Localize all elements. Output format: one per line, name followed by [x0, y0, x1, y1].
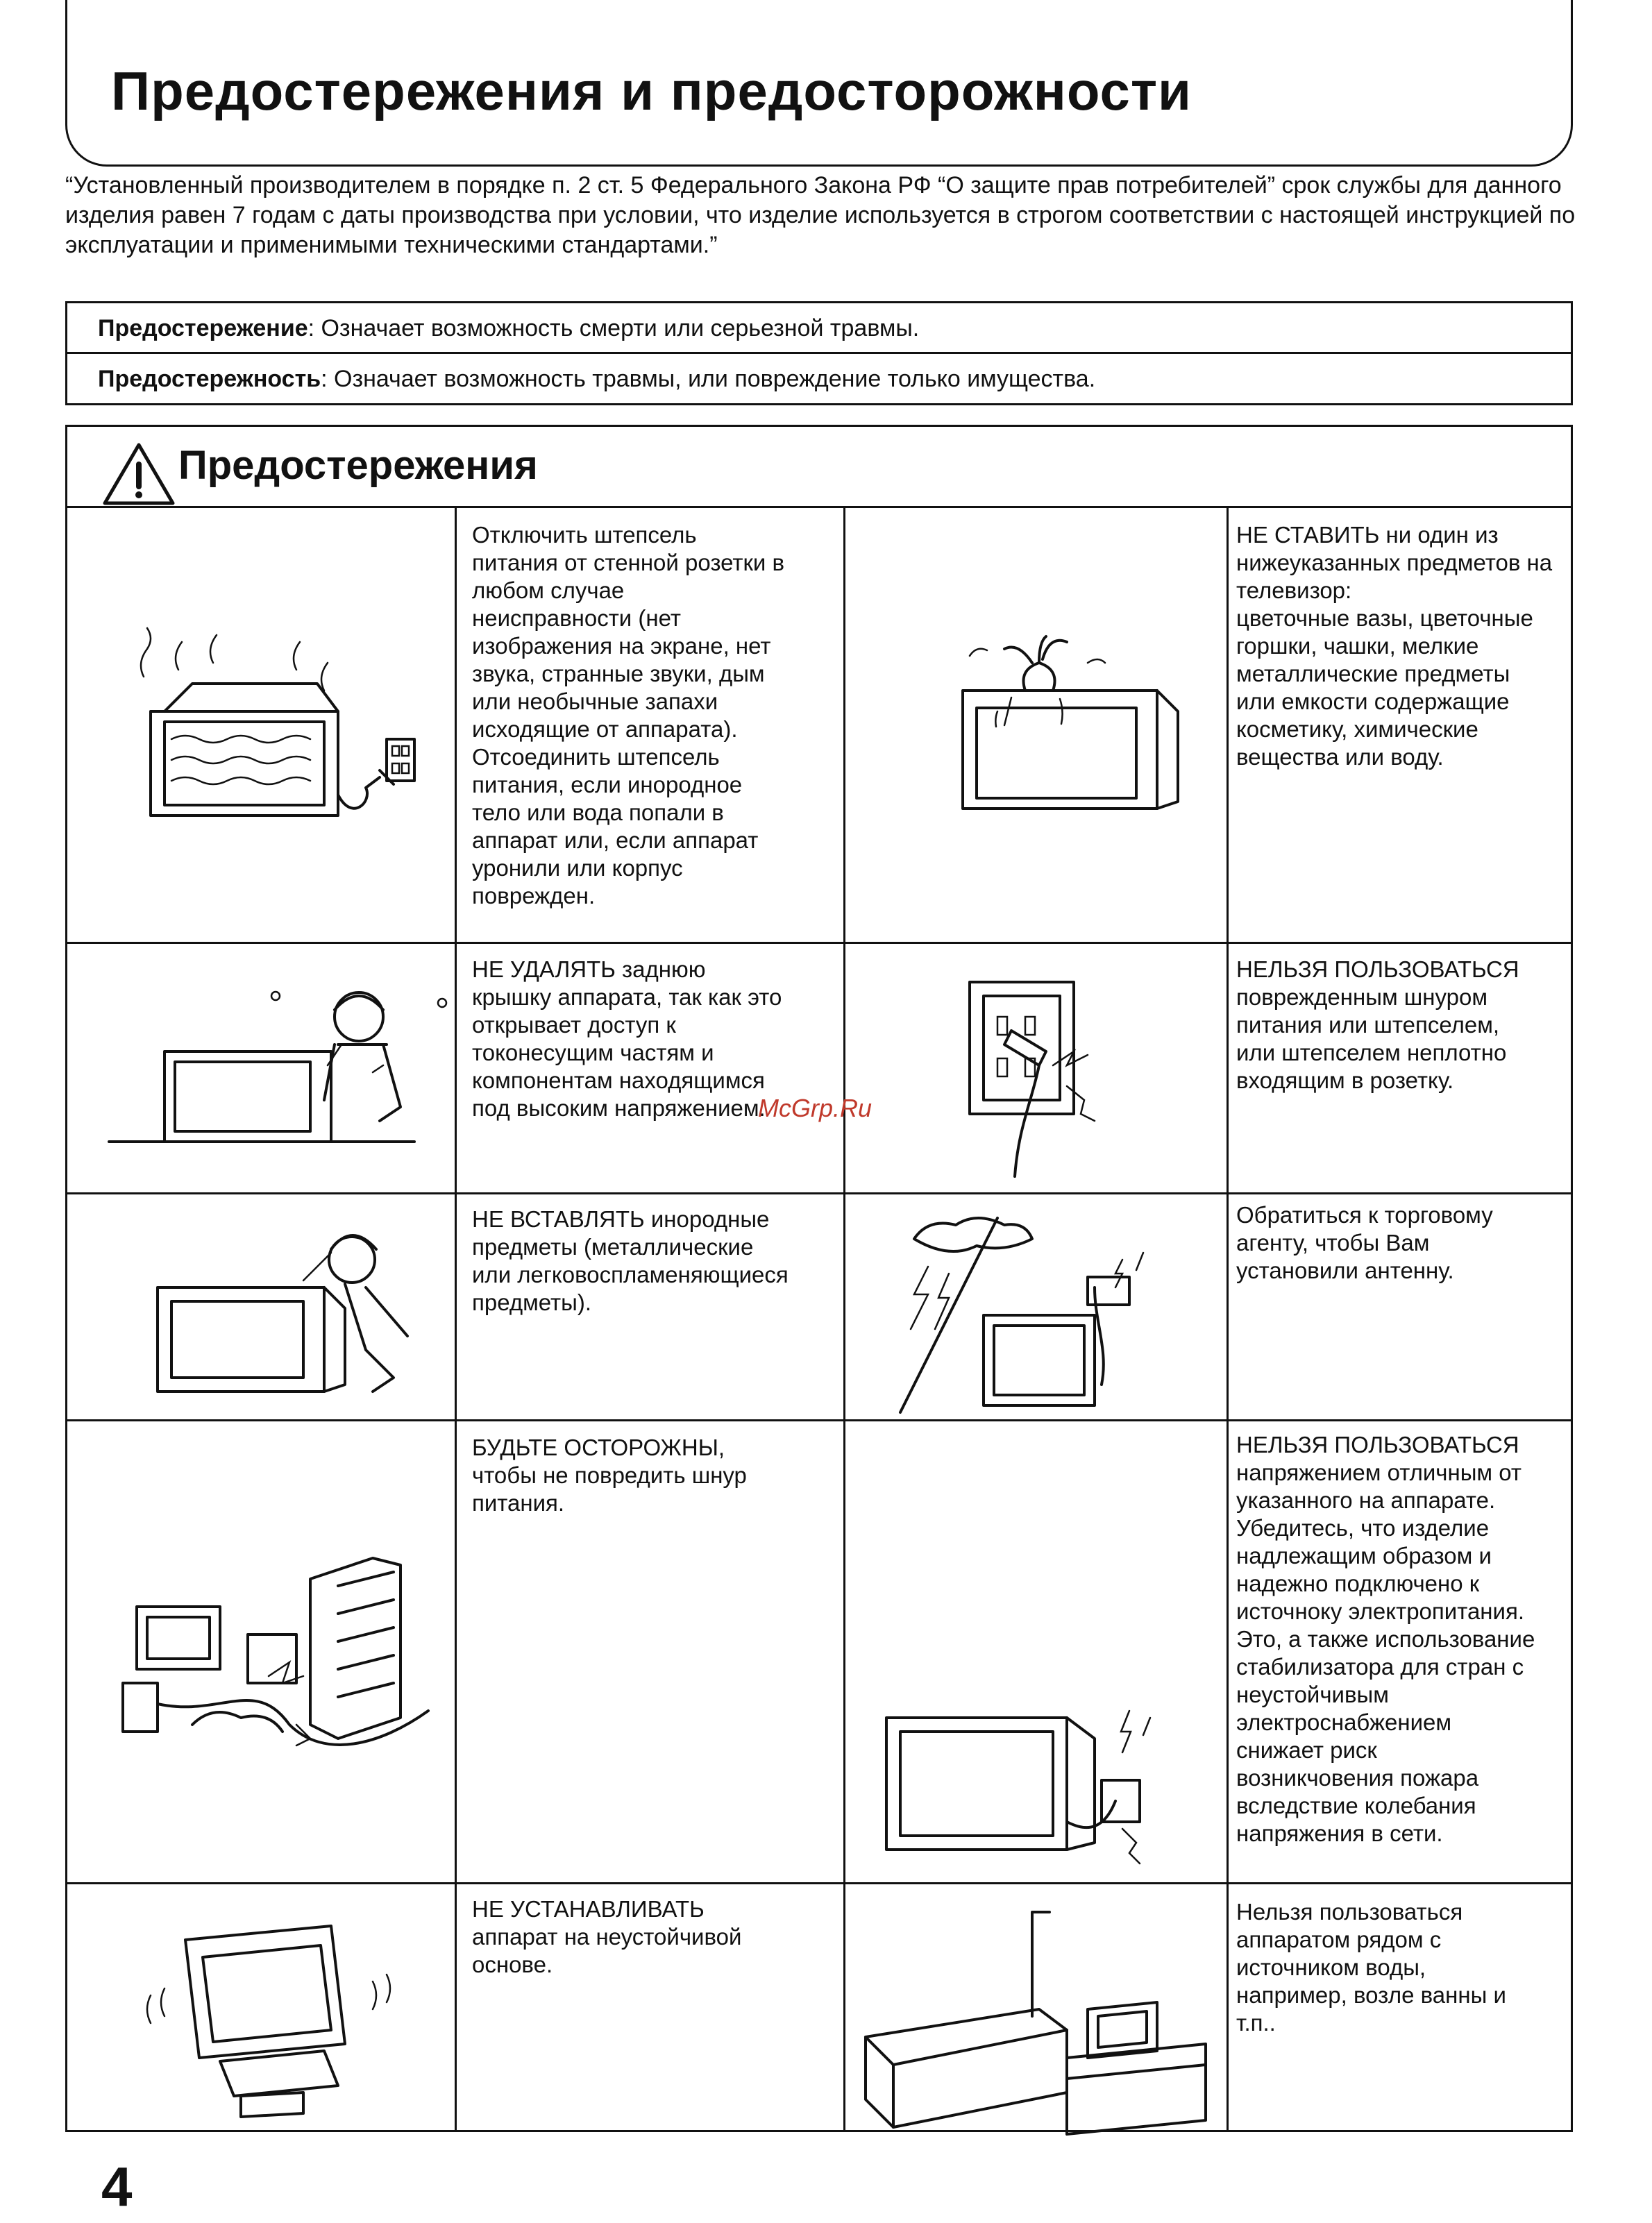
warning-text-foreign-objects: НЕ ВСТАВЛЯТЬ инородные предметы (металлические или легковоспламеняющиеся предметы).: [472, 1206, 789, 1315]
warning-text-protect-cord: БУДЬТЕ ОСТОРОЖНЫ, чтобы не повредить шнур питания.: [472, 1435, 747, 1516]
column-divider: [455, 508, 457, 2132]
row-divider: [67, 1419, 1571, 1421]
smoking-tv-illustration: [130, 628, 421, 836]
warning-text-voltage: НЕЛЬЗЯ ПОЛЬЗОВАТЬСЯ напряжением отличным от указанного на аппарате. Убедитесь, что изделие надлежащим образом и надежно подключено к источноку электропитания. Это, а также использование стабилизатора для стран с неустойчивым электроснабжением снижает риск возникчовения пожара вследствие колебания напряжения в сети.: [1236, 1432, 1535, 1846]
bathtub-near-tv-illustration: [859, 1898, 1220, 2134]
warning-text-unplug: Отключить штепсель питания от стенной розетки в любом случае неисправности (нет изображения на экране, нет звука, странные звуки, дым или необычные запахи исходящие от аппарата). Отсоединить штепсель питания, если инородное тело или вода попали в аппарат или, если аппарат уронили или корпус поврежден.: [472, 522, 785, 908]
tv-with-vase-illustration: [949, 635, 1213, 822]
warning-text-unstable-base: НЕ УСТАНАВЛИВАТЬ аппарат на неустойчивой основе.: [472, 1896, 742, 1977]
definition-term: Предостережение: [98, 315, 308, 341]
intro-paragraph: “Установленный производителем в порядке п. 2 ст. 5 Федерального Закона РФ “О защите прав потребителей” срок службы для данного изделия равен 7 годам с даты производства при условии, что изделие используется в строгом соответствии с настоящей инструкцией по эксплуатации и применимыми техническими стандартами.”: [65, 172, 1576, 258]
warning-triangle-icon: [101, 441, 177, 507]
definitions-box: [65, 301, 1573, 405]
page-title: Предостережения и предосторожности: [111, 60, 1192, 121]
lightning-antenna-illustration: [886, 1211, 1192, 1419]
warning-text-damaged-cord: НЕЛЬЗЯ ПОЛЬЗОВАТЬСЯ поврежденным шнуром питания или штепселем, или штепселем неплотно входящим в розетку.: [1236, 956, 1519, 1093]
tv-voltage-outlet-illustration: [873, 1697, 1206, 1877]
row-divider: [67, 1192, 1571, 1194]
warnings-heading: Предостережения: [178, 443, 538, 488]
definition-term: Предостережность: [98, 366, 321, 392]
man-removing-cover-illustration: [95, 968, 442, 1156]
warning-text-no-objects-on-tv: НЕ СТАВИТЬ ни один из нижеуказанных предметов на телевизор: цветочные вазы, цветочные горшки, чашки, мелкие металлические предметы или емкости содержащие косметику, химические вещества или воду.: [1236, 522, 1553, 770]
page-number: 4: [101, 2156, 133, 2217]
column-divider: [1227, 508, 1229, 2132]
furniture-on-cord-illustration: [116, 1551, 456, 1759]
watermark: McGrp.Ru: [758, 1094, 873, 1122]
row-divider: [67, 1882, 1571, 1884]
definition-text: : Означает возможность травмы, или повреждение только имущества.: [321, 366, 1096, 392]
definition-warning: [67, 303, 1571, 354]
warning-text-antenna: Обратиться к торговому агенту, чтобы Вам установили антенну.: [1236, 1202, 1493, 1283]
definition-caution: [67, 354, 1571, 405]
warning-text-water: Нельзя пользоваться аппаратом рядом с источником воды, например, возле ванны и т.п..: [1236, 1899, 1506, 2036]
warning-text-back-cover: НЕ УДАЛЯТЬ заднюю крышку аппарата, так как это открывает доступ к токонесущим частям и компонентам находящимся под высоким напряжением.: [472, 956, 782, 1121]
tv-unstable-base-illustration: [137, 1912, 414, 2120]
warnings-table: [65, 425, 1573, 2132]
damaged-plug-illustration: [935, 975, 1171, 1183]
boy-inserting-object-illustration: [144, 1211, 442, 1412]
warnings-header: [67, 427, 1571, 508]
column-divider: [843, 508, 845, 2132]
definition-text: : Означает возможность смерти или серьезной травмы.: [307, 315, 920, 341]
row-divider: [67, 942, 1571, 944]
